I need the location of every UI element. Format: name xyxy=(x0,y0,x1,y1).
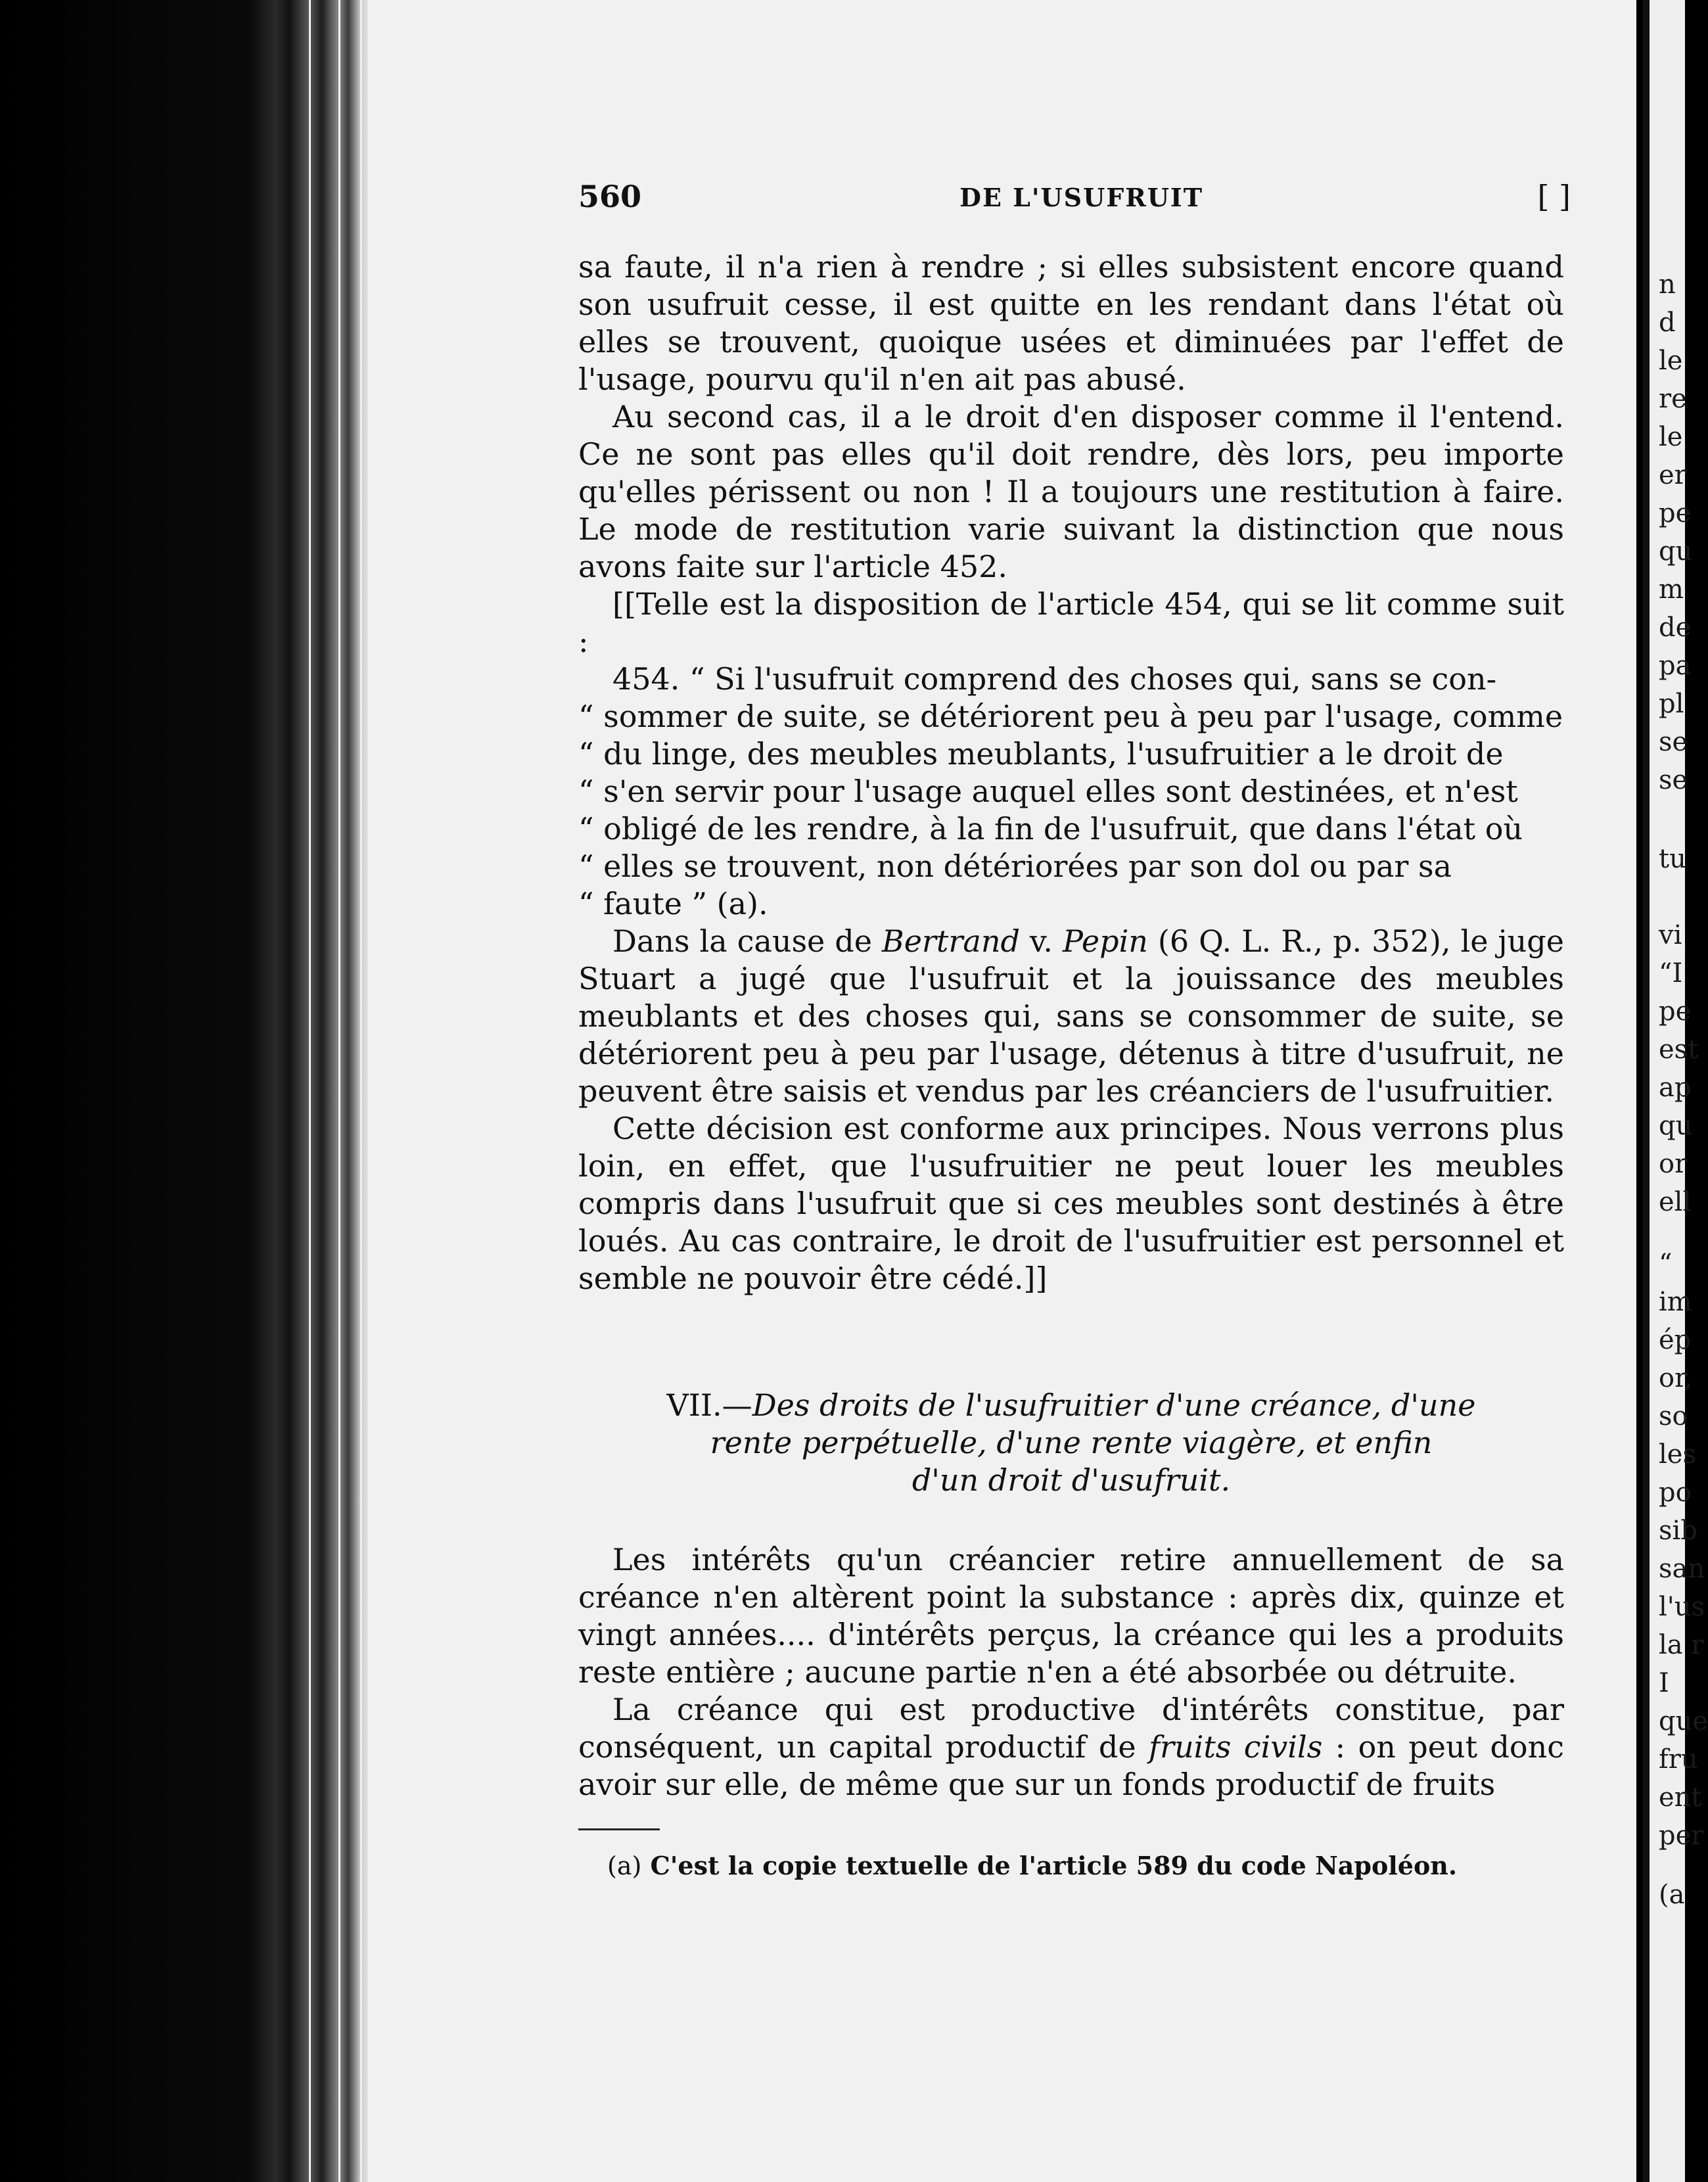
adjacent-page-fragment: ent xyxy=(1659,1782,1702,1813)
adjacent-page-fragment: pa xyxy=(1659,651,1692,681)
adjacent-page-fragment: se xyxy=(1659,727,1688,757)
adjacent-page-fragment: pe xyxy=(1659,996,1692,1027)
adjacent-page-fragment: san xyxy=(1659,1554,1705,1584)
adjacent-page-fragment: pe xyxy=(1659,498,1692,528)
body-text-top xyxy=(578,248,1564,1297)
adjacent-page-fragment: n xyxy=(1659,269,1676,300)
adjacent-page-fragment: im xyxy=(1659,1287,1692,1317)
adjacent-page-fragment: vi xyxy=(1659,920,1682,950)
adjacent-page-fragment: qu xyxy=(1659,1111,1693,1141)
paragraph-creance xyxy=(578,1691,1564,1803)
adjacent-page-fragment: fru xyxy=(1659,1744,1698,1775)
adjacent-page-fragment: or, xyxy=(1659,1363,1693,1393)
book-gutter xyxy=(0,0,368,2182)
adjacent-page-fragment: la r xyxy=(1659,1630,1704,1660)
adjacent-page-fragment: po xyxy=(1659,1477,1692,1508)
page-number: 560 xyxy=(578,179,642,214)
adjacent-page-fragment: le xyxy=(1659,346,1683,376)
gutter-line xyxy=(360,0,362,2182)
adjacent-page-fragment: ap xyxy=(1659,1073,1692,1103)
adjacent-page-fragment: tu xyxy=(1659,844,1686,874)
adjacent-page-fragment: le xyxy=(1659,422,1683,452)
quote-line: “ faute ” (a). xyxy=(578,886,768,921)
adjacent-page-fragment: I xyxy=(1659,1668,1669,1698)
footnote-text: C'est la copie textuelle de l'article 589 du code Napoléon. xyxy=(650,1851,1458,1880)
article-quote xyxy=(578,661,1564,923)
adjacent-page-fragment: ell xyxy=(1659,1187,1692,1217)
header-brackets: [ ] xyxy=(1537,179,1571,214)
gutter-line xyxy=(309,0,311,2182)
case-name: Bertrand xyxy=(881,923,1020,959)
running-title: DE L'USUFRUIT xyxy=(959,183,1203,212)
adjacent-page-fragment: d xyxy=(1659,308,1676,338)
section-number: VII.— xyxy=(666,1387,752,1423)
section-title-line: d'un droit d'usufruit. xyxy=(912,1462,1231,1498)
section-heading xyxy=(578,1387,1564,1499)
quote-line: “ obligé de les rendre, à la fin de l'usufruit, que dans l'état où xyxy=(578,811,1523,847)
text-run: La créance qui est productive d'intérêts constitue, par conséquent, un capital productif de xyxy=(578,1692,1564,1765)
paragraph-article-454-intro: [[Telle est la disposition de l'article 454, qui se lit comme suit : xyxy=(578,586,1564,659)
adjacent-page-fragment: pl xyxy=(1659,689,1684,719)
adjacent-page-fragment: se xyxy=(1659,765,1688,795)
adjacent-page-fragment: les xyxy=(1659,1439,1696,1470)
adjacent-page-fragment: est xyxy=(1659,1034,1699,1065)
paragraph-interets: Les intérêts qu'un créancier retire annuellement de sa créance n'en altèrent point la substance : après dix, quinze et vingt années.... d'intérêts perçus, la créance qui les a produits reste entière ; aucune partie n'en a été absorbée ou détruite. xyxy=(578,1542,1564,1690)
footnote-marker: (a) xyxy=(607,1851,642,1880)
text-run: Dans la cause de xyxy=(612,923,882,959)
page-header xyxy=(578,179,1571,218)
footnote-rule xyxy=(578,1828,660,1830)
quote-line: “ du linge, des meubles meublants, l'usufruitier a le droit de xyxy=(578,736,1504,772)
italic-term: fruits civils xyxy=(1148,1729,1323,1765)
adjacent-page-fragment: qu xyxy=(1659,536,1693,567)
adjacent-page-edge xyxy=(1643,0,1708,2182)
quote-line: “ s'en servir pour l'usage auquel elles sont destinées, et n'est xyxy=(578,774,1518,809)
paragraph-bertrand-case xyxy=(578,923,1564,1110)
quote-line: 454. “ Si l'usufruit comprend des choses qui, sans se con- xyxy=(612,661,1497,697)
adjacent-page-fragment: er xyxy=(1659,460,1687,490)
adjacent-page-fragment: or xyxy=(1659,1149,1688,1179)
adjacent-page-fragment: ép xyxy=(1659,1325,1692,1355)
gutter-line xyxy=(338,0,340,2182)
section-title-line: Des droits de l'usufruitier d'une créance, d'une xyxy=(752,1387,1476,1423)
adjacent-page-fragment: m xyxy=(1659,574,1684,605)
section-title-line: rente perpétuelle, d'une rente viagère, et enfin xyxy=(710,1425,1433,1460)
text-run: (6 Q. L. R., p. 352), le juge Stuart a jugé que l'usufruit et la jouissance des meubles meublants et des choses qui, sans se consommer de suite, se détériorent peu à peu par l'usage, détenus à titre d'usufruit, ne peuvent être saisis et vendus par les créanciers de l'usufruitier. xyxy=(578,923,1564,1109)
case-name: Pepin xyxy=(1063,923,1148,959)
adjacent-page-fragment: sib xyxy=(1659,1516,1697,1546)
adjacent-page-fragment: re xyxy=(1659,384,1687,414)
paragraph-continued: sa faute, il n'a rien à rendre ; si elles subsistent encore quand son usufruit cesse, il est quitte en les rendant dans l'état où elles se trouvent, quoique usées et diminuées par l'effet de l'usage, pourvu qu'il n'en ait pas abusé. xyxy=(578,249,1564,397)
paragraph-decision: Cette décision est conforme aux principes. Nous verrons plus loin, en effet, que l'usufruitier ne peut louer les meubles compris dans l'usufruit que si ces meubles sont destinés à être loués. Au cas contraire, le droit de l'usufruitier est personnel et semble ne pouvoir être cédé.]] xyxy=(578,1111,1564,1296)
text-run: v. xyxy=(1019,923,1063,959)
adjacent-page-fragment: que xyxy=(1659,1706,1708,1736)
footnote xyxy=(607,1851,1573,1880)
quote-line: “ elles se trouvent, non détériorées par son dol ou par sa xyxy=(578,848,1452,884)
adjacent-page-fragment: “ xyxy=(1659,1249,1673,1279)
adjacent-page-fragment: so xyxy=(1659,1401,1688,1431)
adjacent-page-fragment: per xyxy=(1659,1821,1704,1851)
adjacent-page-fragment: (a xyxy=(1659,1880,1685,1910)
body-text-bottom xyxy=(578,1541,1564,1803)
adjacent-page-fragment: l'us xyxy=(1659,1592,1705,1622)
adjacent-page-fragment: de xyxy=(1659,613,1692,643)
adjacent-page-fragment: “I xyxy=(1659,958,1683,988)
quote-line: “ sommer de suite, se détériorent peu à peu par l'usage, comme xyxy=(578,699,1563,734)
paragraph-second-case: Au second cas, il a le droit d'en disposer comme il l'entend. Ce ne sont pas elles qu'il doit rendre, dès lors, peu importe qu'elles périssent ou non ! Il a toujours une restitution à faire. Le mode de restitution varie suivant la distinction que nous avons faite sur l'article 452. xyxy=(578,399,1564,584)
text-run: : on peut donc avoir sur elle, de même que sur un fonds productif de fruits xyxy=(578,1729,1564,1802)
